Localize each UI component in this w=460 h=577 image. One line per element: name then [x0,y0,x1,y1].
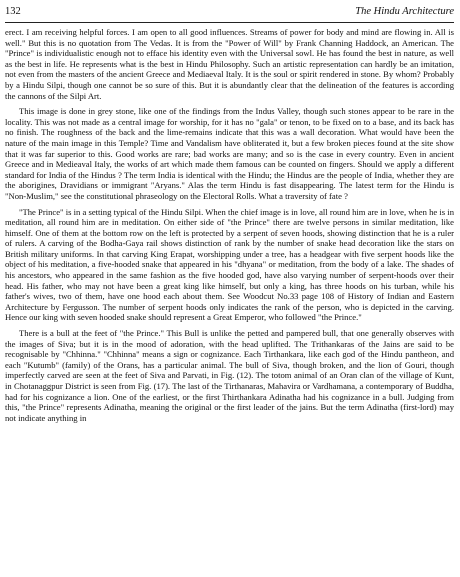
paragraph: "The Prince" is in a setting typical of the Hindu Silpi. When the chief image is in love, all round him are in love, when he is in meditation, all round him are in meditation. On either side of "the Prince" there are twelve persons in similar meditation, like himself. One of them at the bottom row on the left is protected by a serpent of seven hoods, showing distinction that he is a ruler of rulers. A carving of the Bodha-Gaya rail shows distinction of rank by the number of snake head decoration like the stars on British military uniforms. In that carving King Erapat, worshipping under a tree, has a headgear with five serpent hoods like the object of his meditation, a five-hooded snake that appeared in his "dhyana" or meditation, from the body of a lake. The shades of his ancestors, who appeared in the same fashion as the five hooded god, have also varying number of serpent-hoods over their head. His father, who may not have been a great king like himself, but only a king, has three hoods on his turban, while his father's wives, two of them, have one hood each about them. See Woodcut No.33 page 108 of History of Indian and Eastern Architecture by Fergusson. The number of serpent hoods only indicates the rank of the person, who is depicted in the carving. Hence our king with seven hooded snake should represent a Great Emperor, who followed "the Prince." [5,206,454,323]
paragraph: This image is done in grey stone, like one of the findings from the Indus Valley, though such stones appear to be rare in the locality. This was not made as a central image for worship, for it has no "gala" or tenon, to be fixed on to a base, and its back has no finish. The roughness of the back and the lime-remains indicate that this was a wall decoration. What would have been the nature of the main image in this Temple? Time and Vandalism have obliterated it, but a few broken pieces found at the site show that it was far superior to this. Good works are rare; bad works are many; and so is the case in every country. Even in ancient Greece and in Medieaval Italy, the works of art which made them famous can be counted on fingers. Should we apply a different standard for India of the Hindus ? The term India is identical with the Hindu; the Hindus are the people of India, whether they are the aborigines, Dravidians or immigrant "Aryans." Alas the term Hindu is fast disappearing. The latest term for the Hindu is "Non-Muslim," see the constitutional phraseology on the Electoral Rolls. What a traversity of fate ? [5,106,454,201]
page-number: 132 [5,5,21,17]
paragraph: erect. I am receiving helpful forces. I am open to all good influences. Streams of power for body and mind are flowing in. All is well." But this is no quotation from The Vedas. It is from the "Power of Will" by Frank Channing Haddock, an American. The "Prince" is individualistic enough not to efface his identity even with the Universal sowl. He has found the best in nature, as well as the best in life. He represents what is the best in Hindu Philosophy. Such an artistic representation can hardly be an imitation, not even from the masters of the ancient Greece and Mediaeval Italy. It is the soul or spirit rendered in stone. By whom? Probably by a Hindu Silpi, though one cannot be so sure of this. But it is abundantly clear that the delineation of the features is according the cannons of the Silpi Art. [5,27,454,101]
running-header [5,0,454,23]
running-title: The Hindu Architecture [355,5,454,17]
body-text [5,27,454,428]
paragraph: There is a bull at the feet of "the Prince." This Bull is unlike the petted and pampered bull, that one generally observes with the images of Siva; but it is in the mood of adoration, with the head uplifted. The Trithankaras of the Jains are said to be recognisable by "Chhinna." "Chhinna" means a sign or cognizance. Each Tirthankara, like each god of the Hindu pantheon, and each "Kutumb" (family) of the Orans, has a particular animal. The bull of Siva, though broken, and the lion of Gouri, though imperfectly carved are seen at the feet of Siva and Parvati, in Fig. (12). The totom animal of an Oran clan of the village of Kunt, in Chotanaggpur District is seen from Fig. (17). The last of the Tirthanaras, Mahavira or Vardhamana, a contemporary of Buddha, had for his cognizance a lion. One of the earliest, or the first Thirthankara Adinatha had his cognizance in a bull. Judging from this, "the Prince" represents Adinatha, meaning the original or the first leader of the jains. But the term Adinatha (first-lord) may not indicate anything in [5,328,454,423]
